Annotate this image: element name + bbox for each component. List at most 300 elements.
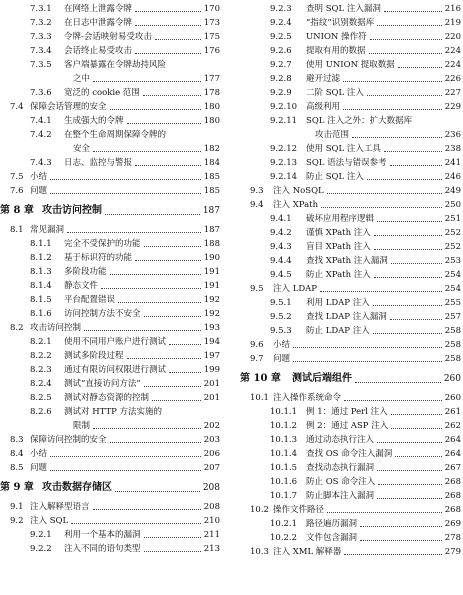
toc-page-number: 201: [203, 379, 220, 389]
toc-page-number: 178: [203, 88, 220, 98]
toc-subsection: [240, 170, 461, 184]
toc-leader-dots: [391, 414, 442, 415]
toc-page-number: 258: [444, 340, 461, 350]
toc-section: [240, 503, 461, 517]
toc-leader-dots: [395, 456, 442, 457]
toc-entry-title: 查找 XPath 注入漏洞: [306, 256, 388, 266]
toc-chapter: [0, 201, 220, 221]
toc-entry-number: 第 8 章: [0, 205, 34, 216]
toc-page-number: 193: [203, 323, 220, 333]
toc-column-right: [240, 2, 461, 559]
toc-page-number: 194: [203, 337, 220, 347]
toc-page-number: 220: [444, 32, 461, 42]
toc-entry-number: 9.5.3: [270, 326, 292, 336]
toc-entry-number: 9.4.5: [270, 270, 292, 280]
toc-entry-title: 测试对 HTTP 方法实施的: [64, 407, 163, 417]
toc-leader-dots: [118, 302, 201, 303]
toc-page-number: 188: [203, 239, 220, 249]
toc-entry-number: 9.1: [10, 502, 24, 512]
toc-subsection: [240, 86, 461, 100]
toc-entry-number: 8.1: [10, 225, 24, 235]
toc-subsection: [240, 30, 461, 44]
toc-section: [240, 352, 461, 366]
toc-page-number: 264: [444, 435, 461, 445]
toc-section: [0, 433, 220, 447]
toc-entry-title: 提取有用的数据: [306, 46, 366, 56]
toc-leader-dots: [115, 491, 200, 492]
toc-entry-number: 9.2.7: [270, 60, 292, 70]
toc-entry-title: 攻击数据存储区: [42, 482, 112, 493]
toc-page-number: 187: [203, 225, 220, 235]
toc-entry-title: 避开过滤: [306, 74, 341, 84]
toc-entry-title-continued: 限制: [73, 421, 91, 431]
toc-subsection: [0, 114, 220, 128]
toc-subsection: [0, 391, 220, 405]
toc-leader-dots: [93, 151, 201, 152]
toc-entry-title: 问题: [273, 354, 291, 364]
toc-leader-dots: [355, 382, 441, 383]
toc-subsection: [240, 100, 461, 114]
toc-entry-number: 7.4: [10, 102, 24, 112]
toc-page-number: 258: [444, 354, 461, 364]
toc-entry-number: 8.2.2: [30, 351, 52, 361]
toc-page-number: 202: [203, 421, 220, 431]
toc-subsection: [240, 531, 461, 545]
toc-leader-dots: [398, 67, 442, 68]
toc-entry-number: 9.2.9: [270, 88, 292, 98]
toc-page-number: 216: [444, 4, 461, 14]
toc-page-number: 182: [203, 144, 220, 154]
toc-entry-title: 盲目 XPath 注入: [306, 242, 371, 252]
toc-page-number: 278: [444, 533, 461, 543]
toc-subsection: [0, 265, 220, 279]
toc-entry-title: 防止 LDAP 注入: [306, 326, 370, 336]
toc-subsection: [0, 2, 220, 16]
toc-section: [0, 184, 220, 198]
toc-leader-dots: [152, 400, 201, 401]
toc-leader-dots: [169, 344, 201, 345]
toc-leader-dots: [377, 221, 442, 222]
toc-page-number: 201: [203, 393, 220, 403]
toc-leader-dots: [373, 305, 442, 306]
toc-page-number: 219: [444, 18, 461, 28]
toc-leader-dots: [93, 428, 201, 429]
toc-leader-dots: [135, 260, 201, 261]
toc-subsection: [240, 58, 461, 72]
toc-entry-title: 小结: [30, 449, 48, 459]
toc-page-number: 173: [203, 18, 220, 28]
toc-leader-dots: [344, 554, 442, 555]
toc-leader-dots: [377, 442, 442, 443]
toc-entry-title: 例 2：通过 ASP 注入: [306, 421, 389, 431]
toc-page-number: 268: [444, 505, 461, 515]
toc-section: [0, 447, 220, 461]
toc-entry-title: 日志、监控与警报: [64, 158, 133, 168]
toc-entry-title: 测试后端组件: [292, 373, 352, 384]
toc-section: [240, 184, 461, 198]
toc-entry-title: SQL 语法与错误参考: [306, 158, 387, 168]
toc-subsection: [0, 44, 220, 58]
toc-entry-title: 注入不同的语句类型: [64, 544, 141, 554]
toc-entry-number: 9.5.1: [270, 298, 292, 308]
toc-subsection: [240, 156, 461, 170]
toc-entry-title: 静态文件: [64, 281, 99, 291]
toc-entry-continuation: [0, 72, 220, 86]
toc-entry-title: 会话终止易受攻击: [64, 46, 133, 56]
toc-entry-number: 7.3.5: [30, 60, 52, 70]
toc-page-number: 191: [203, 267, 220, 277]
toc-entry-number: 10.2.1: [270, 519, 298, 529]
toc-entry-title: 生成强大的令牌: [64, 116, 124, 126]
toc-subsection: [0, 542, 220, 556]
toc-leader-dots: [352, 137, 442, 138]
toc-leader-dots: [391, 428, 442, 429]
toc-entry-title: 使用不同用户账户进行测试: [64, 337, 167, 347]
toc-entry-number: 10.3: [250, 547, 269, 557]
toc-entry-title: 测试“直接访问方法”: [64, 379, 141, 389]
toc-section: [0, 100, 220, 114]
toc-leader-dots: [370, 39, 442, 40]
toc-page-number: 253: [444, 256, 461, 266]
toc-entry-number: 9.2: [10, 516, 24, 526]
toc-entry-title: 在日志中泄露令牌: [64, 18, 133, 28]
toc-leader-dots: [367, 95, 442, 96]
toc-list-right: [240, 2, 461, 559]
toc-leader-dots: [360, 540, 442, 541]
toc-entry-number: 9.2.10: [270, 102, 298, 112]
toc-entry-number: 8.2.6: [30, 407, 52, 417]
toc-page-number: 254: [444, 284, 461, 294]
toc-entry-title: 查找动态执行漏洞: [306, 463, 375, 473]
toc-section: [0, 170, 220, 184]
toc-section: [240, 282, 461, 296]
toc-entry-number: 9.3: [250, 186, 264, 196]
toc-entry-number: 8.1.5: [30, 295, 52, 305]
toc-subsection: [0, 86, 220, 100]
toc-leader-dots: [110, 109, 201, 110]
toc-entry-title: “指纹”识别数据库: [306, 18, 375, 28]
toc-leader-dots: [144, 316, 201, 317]
toc-entry-title: 注入解释型语言: [30, 502, 90, 512]
toc-leader-dots: [50, 456, 201, 457]
toc-entry-title: 多阶段功能: [64, 267, 107, 277]
toc-entry-title: 攻击访问控制: [30, 323, 82, 333]
toc-leader-dots: [320, 291, 442, 292]
toc-column-left: [0, 2, 220, 556]
toc-leader-dots: [50, 193, 201, 194]
toc-leader-dots: [374, 277, 442, 278]
toc-leader-dots: [344, 400, 442, 401]
toc-leader-dots: [169, 372, 201, 373]
toc-leader-dots: [374, 249, 442, 250]
toc-entry-number: 8.2.4: [30, 379, 52, 389]
toc-entry-title: 保障会话管理的安全: [30, 102, 107, 112]
toc-entry-number: 8.2: [10, 323, 24, 333]
toc-leader-dots: [93, 81, 201, 82]
toc-entry-title: 注入操作系统命令: [273, 393, 342, 403]
toc-leader-dots: [127, 358, 201, 359]
toc-entry-number: 10.1.4: [270, 449, 298, 459]
toc-leader-dots: [135, 165, 201, 166]
toc-page-number: 224: [444, 46, 461, 56]
toc-entry-number: 9.2.4: [270, 18, 292, 28]
toc-leader-dots: [135, 11, 201, 12]
toc-entry-number: 9.5: [250, 284, 264, 294]
toc-leader-dots: [144, 386, 201, 387]
toc-entry-title: 使用 UNION 提取数据: [306, 60, 395, 70]
toc-page-number: 249: [444, 186, 461, 196]
toc-subsection: [240, 2, 461, 16]
toc-entry-continuation: [0, 419, 220, 433]
toc-leader-dots: [144, 537, 201, 538]
toc-entry-number: 9.2.3: [270, 4, 292, 14]
toc-entry-number: 7.3.2: [30, 18, 52, 28]
toc-entry-title: 小结: [30, 172, 48, 182]
toc-subsection: [0, 349, 220, 363]
toc-page-number: 246: [444, 172, 461, 182]
toc-page-number: 241: [444, 158, 461, 168]
toc-entry-number: 7.3.1: [30, 4, 52, 14]
toc-entry-number: 9.2.12: [270, 144, 298, 154]
toc-subsection: [0, 363, 220, 377]
toc-subsection: [0, 405, 220, 419]
toc-entry-number: 9.2.5: [270, 32, 292, 42]
toc-subsection: [240, 419, 461, 433]
toc-page-number: 262: [444, 421, 461, 431]
toc-entry-title: 问题: [30, 463, 48, 473]
toc-subsection: [240, 226, 461, 240]
toc-subsection: [240, 254, 461, 268]
toc-subsection: [240, 268, 461, 282]
toc-entry-number: 10.1.2: [270, 421, 298, 431]
toc-subsection: [240, 16, 461, 30]
toc-entry-title: 注入 XPath: [273, 200, 319, 210]
toc-page-number: 185: [203, 172, 220, 182]
toc-page-number: 197: [203, 351, 220, 361]
toc-leader-dots: [144, 551, 201, 552]
toc-page-number: 260: [443, 374, 461, 384]
toc-entry-number: 7.3.3: [30, 32, 52, 42]
toc-entry-title: 通过动态执行注入: [306, 435, 375, 445]
toc-page-number: 252: [444, 228, 461, 238]
toc-subsection: [0, 16, 220, 30]
toc-page-number: 170: [203, 4, 220, 14]
toc-subsection: [0, 156, 220, 170]
toc-entry-title: 在整个生命周期保障令牌的: [64, 130, 167, 140]
toc-page-number: 191: [203, 281, 220, 291]
toc-entry-title: 文件包含漏洞: [306, 533, 358, 543]
toc-entry-number: 9.2.14: [270, 172, 298, 182]
toc-entry-number: 9.2.13: [270, 158, 298, 168]
toc-leader-dots: [377, 498, 442, 499]
toc-page-number: 227: [444, 88, 461, 98]
toc-entry-title: 测试多阶段过程: [64, 351, 124, 361]
toc-page-number: 224: [444, 60, 461, 70]
toc-entry-title: 操作文件路径: [273, 505, 325, 515]
toc-entry-title-continued: 之中: [73, 74, 91, 84]
toc-entry-number: 9.4.3: [270, 242, 292, 252]
toc-page-number: 206: [203, 449, 220, 459]
toc-entry-title: 查找 LDAP 注入漏洞: [306, 312, 387, 322]
toc-page-number: 268: [444, 491, 461, 501]
toc-entry-number: 8.1.3: [30, 267, 52, 277]
toc-leader-dots: [321, 207, 442, 208]
toc-page-number: 192: [203, 295, 220, 305]
toc-entry-number: 第 10 章: [240, 373, 281, 384]
toc-entry-title: 防止脚本注入漏洞: [306, 491, 375, 501]
toc-entry-number: 9.5.2: [270, 312, 292, 322]
toc-leader-dots: [144, 246, 201, 247]
toc-entry-number: 7.4.1: [30, 116, 52, 126]
toc-page-number: 229: [444, 102, 461, 112]
toc-page-number: 187: [202, 206, 220, 216]
toc-entry-number: 9.7: [250, 354, 264, 364]
toc-entry-number: 9.4.1: [270, 214, 292, 224]
toc-leader-dots: [127, 123, 201, 124]
toc-leader-dots: [390, 165, 442, 166]
toc-leader-dots: [105, 214, 200, 215]
toc-page-number: 267: [444, 463, 461, 473]
toc-subsection: [240, 461, 461, 475]
toc-entry-number: 9.6: [250, 340, 264, 350]
toc-entry-number: 8.4: [10, 449, 24, 459]
toc-leader-dots: [390, 319, 442, 320]
toc-entry-title: 防止 XPath 注入: [306, 270, 371, 280]
toc-subsection: [240, 310, 461, 324]
toc-section: [240, 391, 461, 405]
toc-subsection: [240, 447, 461, 461]
toc-page-number: 180: [203, 116, 220, 126]
toc-section: [0, 514, 220, 528]
toc-entry-title: 使用 SQL 注入工具: [306, 144, 381, 154]
toc-page-number: 190: [203, 253, 220, 263]
toc-entry-number: 8.1.4: [30, 281, 52, 291]
toc-section: [0, 500, 220, 514]
toc-page-number: 211: [203, 530, 220, 540]
toc-page-number: 177: [203, 74, 220, 84]
toc-entry-continuation: [0, 142, 220, 156]
toc-page-number: 279: [444, 547, 461, 557]
toc-entry-title: 平台配置错误: [64, 295, 116, 305]
toc-leader-dots: [343, 109, 442, 110]
toc-entry-number: 7.5: [10, 172, 24, 182]
toc-page-number: 210: [203, 516, 220, 526]
toc-subsection: [240, 489, 461, 503]
toc-leader-dots: [50, 470, 201, 471]
toc-entry-number: 7.3.4: [30, 46, 52, 56]
toc-subsection: [0, 237, 220, 251]
toc-leader-dots: [360, 526, 442, 527]
toc-entry-number: 8.1.2: [30, 253, 52, 263]
toc-page-number: 175: [203, 32, 220, 42]
toc-leader-dots: [367, 179, 442, 180]
toc-entry-title: 注入 XML 解释器: [273, 547, 342, 557]
toc-page-number: 203: [203, 435, 220, 445]
toc-page-number: 199: [203, 365, 220, 375]
toc-page-number: 260: [444, 393, 461, 403]
toc-entry-title: 防止 OS 命令注入: [306, 477, 376, 487]
toc-subsection: [0, 58, 220, 72]
toc-leader-dots: [135, 25, 201, 26]
toc-page-number: 257: [444, 312, 461, 322]
toc-leader-dots: [101, 288, 201, 289]
toc-entry-title: 在网络上泄露令牌: [64, 4, 133, 14]
toc-entry-number: 9.4.2: [270, 228, 292, 238]
toc-subsection: [0, 293, 220, 307]
toc-entry-title: 令牌-会话映射易受攻击: [64, 32, 152, 42]
toc-entry-title: 常见漏洞: [30, 225, 65, 235]
toc-subsection: [240, 433, 461, 447]
toc-subsection: [240, 212, 461, 226]
toc-page-number: 208: [202, 483, 220, 493]
toc-leader-dots: [50, 179, 201, 180]
toc-page-number: 251: [444, 214, 461, 224]
toc-entry-title: 问题: [30, 186, 48, 196]
toc-leader-dots: [293, 347, 442, 348]
toc-entry-title: 查找 OS 命令注入漏洞: [306, 449, 393, 459]
toc-section: [0, 223, 220, 237]
toc-page-number: 184: [203, 158, 220, 168]
toc-subsection: [240, 475, 461, 489]
toc-entry-title: 利用 LDAP 注入: [306, 298, 370, 308]
toc-section: [0, 321, 220, 335]
toc-entry-title: 防止 SQL 注入: [306, 172, 364, 182]
toc-subsection: [240, 72, 461, 86]
toc-section: [240, 198, 461, 212]
toc-entry-number: 8.5: [10, 463, 24, 473]
toc-page-number: 238: [444, 144, 461, 154]
toc-chapter: [0, 478, 220, 498]
toc-entry-number: 第 9 章: [0, 482, 34, 493]
toc-entry-number: 10.1: [250, 393, 269, 403]
toc-leader-dots: [377, 470, 442, 471]
toc-leader-dots: [374, 235, 442, 236]
toc-entry-number: 9.4.4: [270, 256, 292, 266]
toc-subsection: [240, 114, 461, 128]
toc-leader-dots: [93, 509, 201, 510]
toc-page-number: 261: [444, 407, 461, 417]
toc-entry-number: 10.1.6: [270, 477, 298, 487]
toc-entry-number: 7.3.6: [30, 88, 52, 98]
toc-page-number: 213: [203, 544, 220, 554]
toc-subsection: [0, 251, 220, 265]
toc-subsection: [240, 517, 461, 531]
toc-page-number: 252: [444, 242, 461, 252]
toc-entry-number: 8.2.5: [30, 393, 52, 403]
toc-leader-dots: [293, 361, 442, 362]
toc-entry-number: 9.2.6: [270, 46, 292, 56]
toc-entry-title: 利用一个基本的漏洞: [64, 530, 141, 540]
toc-entry-continuation: [240, 128, 461, 142]
toc-subsection: [0, 279, 220, 293]
toc-page-number: 269: [444, 519, 461, 529]
toc-leader-dots: [110, 274, 201, 275]
toc-entry-title-continued: 安全: [73, 144, 91, 154]
toc-page-number: 264: [444, 449, 461, 459]
toc-subsection: [0, 335, 220, 349]
toc-entry-number: 9.2.11: [270, 116, 298, 126]
toc-leader-dots: [155, 39, 201, 40]
toc-entry-number: 7.4.2: [30, 130, 52, 140]
toc-subsection: [0, 377, 220, 391]
toc-page-number: 250: [444, 200, 461, 210]
toc-entry-title: 小结: [273, 340, 291, 350]
toc-entry-title: 完全不受保护的功能: [64, 239, 141, 249]
toc-entry-number: 10.1.3: [270, 435, 298, 445]
toc-leader-dots: [377, 25, 442, 26]
toc-leader-dots: [135, 53, 201, 54]
toc-entry-title: 客户端暴露在令牌劫持风险: [64, 60, 167, 70]
